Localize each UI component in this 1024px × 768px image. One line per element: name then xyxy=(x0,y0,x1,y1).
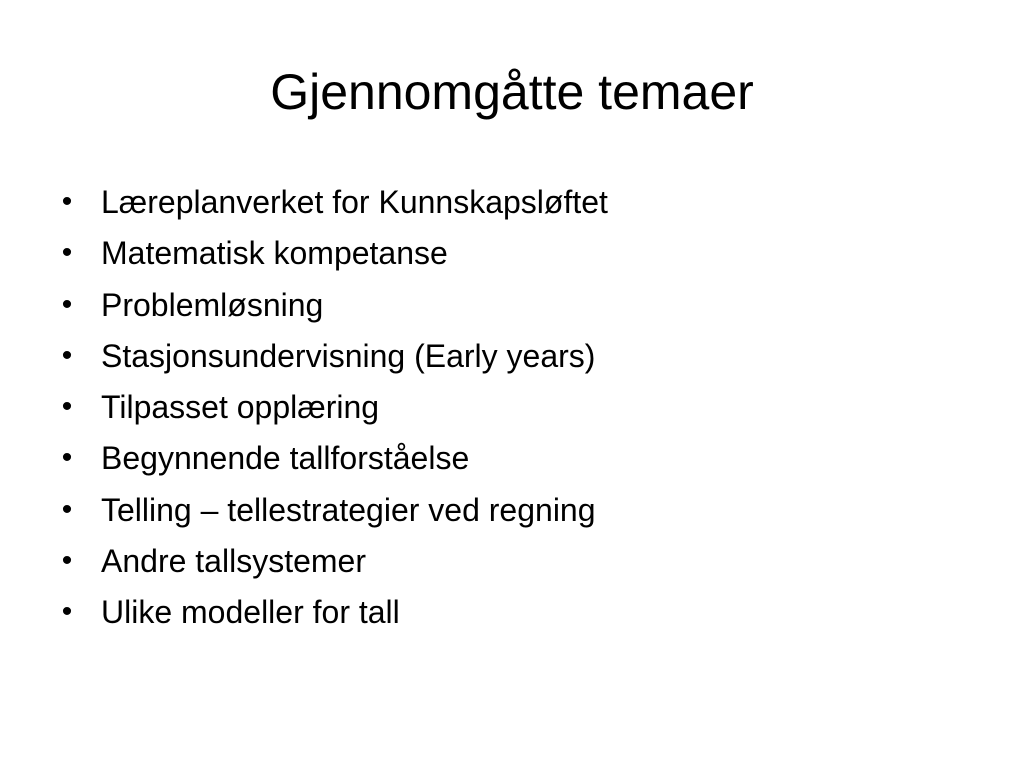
bullet-icon: • xyxy=(61,287,73,321)
bullet-text: Telling – tellestrategier ved regning xyxy=(101,491,596,528)
bullet-text: Matematisk kompetanse xyxy=(101,235,448,272)
bullet-list xyxy=(58,178,958,640)
bullet-item-2 xyxy=(58,229,958,280)
bullet-text: Problemløsning xyxy=(101,286,324,323)
bullet-icon: • xyxy=(61,595,73,629)
slide-title: Gjennomgåtte temaer xyxy=(270,64,754,120)
bullet-text: Andre tallsystemer xyxy=(101,543,366,580)
bullet-item-5 xyxy=(58,383,958,434)
bullet-text: Læreplanverket for Kunnskapsløftet xyxy=(101,184,608,220)
bullet-icon: • xyxy=(61,390,73,424)
bullet-icon: • xyxy=(61,441,73,475)
bullet-item-6 xyxy=(58,434,958,485)
bullet-icon: • xyxy=(61,492,73,526)
bullet-text: Begynnende tallforståelse xyxy=(101,440,470,477)
bullet-text: Ulike modeller for tall xyxy=(101,594,400,631)
bullet-item-4 xyxy=(58,332,958,383)
bullet-icon: • xyxy=(61,236,73,270)
bullet-item-7 xyxy=(58,486,958,537)
bullet-item-1 xyxy=(58,178,958,229)
bullet-item-9 xyxy=(58,588,958,639)
bullet-icon: • xyxy=(61,544,73,578)
bullet-item-8 xyxy=(58,537,958,588)
bullet-icon: • xyxy=(61,185,73,218)
bullet-icon: • xyxy=(61,338,73,372)
bullet-text: Stasjonsundervisning (Early years) xyxy=(101,337,596,374)
bullet-text: Tilpasset opplæring xyxy=(101,389,380,426)
bullet-item-3 xyxy=(58,281,958,332)
